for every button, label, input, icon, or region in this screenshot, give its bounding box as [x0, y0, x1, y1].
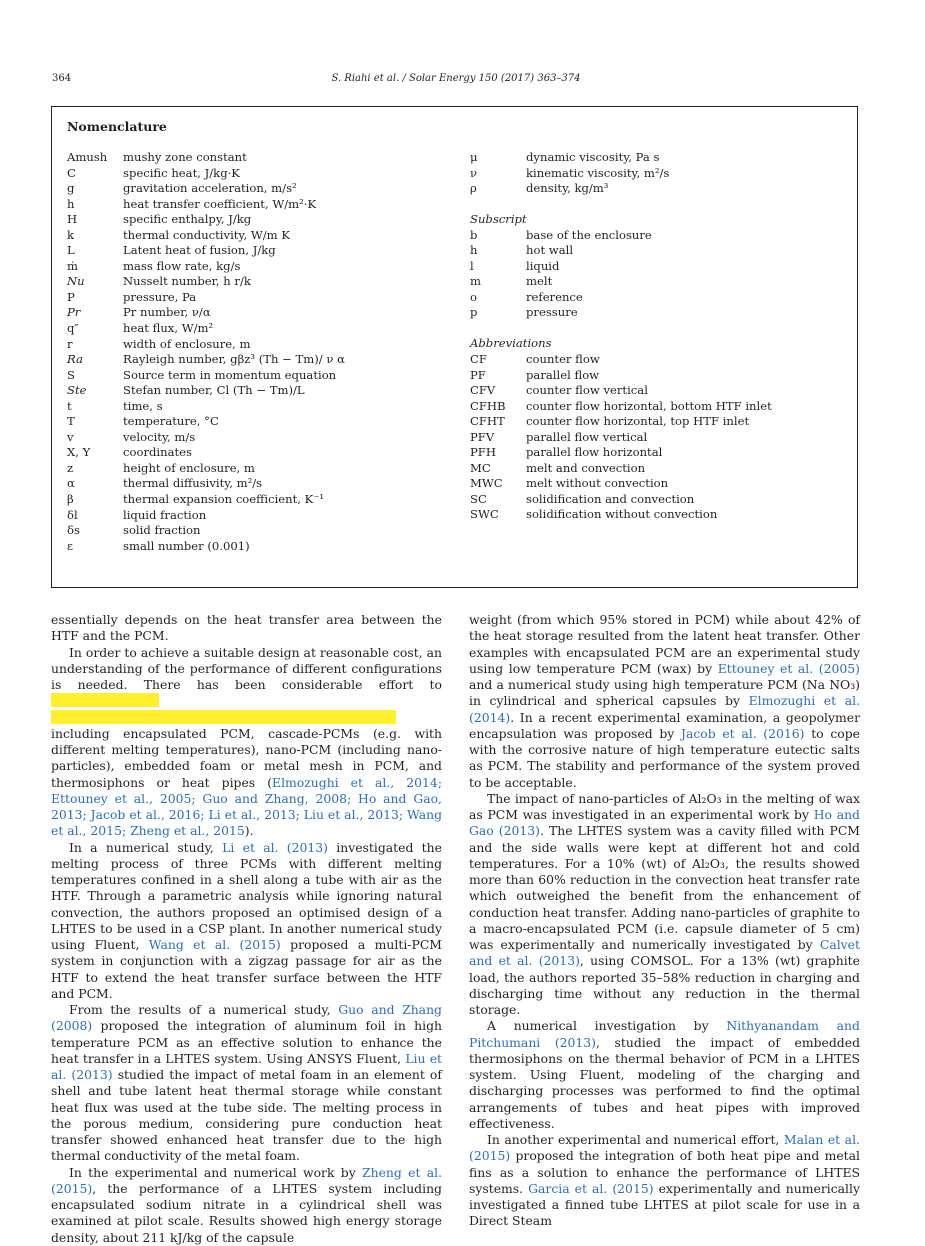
nomenclature-symbol: v: [67, 429, 74, 444]
body-left-column: [51, 612, 442, 1246]
highlight-mark: [51, 710, 396, 724]
nomenclature-entry: [67, 305, 447, 321]
nomenclature-right-column: [470, 150, 840, 523]
nomenclature-description: Rayleigh number, gβz³ (Th − Tm)/ ν α: [123, 352, 345, 367]
paragraph: weight (from which 95% stored in PCM) while about 42% of the heat storage resulted from the latent heat transfer. Other examples with encapsulated PCM are an experimental study using low temperature PCM (wax) by Ettouney et al. (2005) and a numerical study using high temperature PCM (Na NO₃) in cylindrical and spherical capsules by Elmozughi et al. (2014). In a recent experimental examination, a geopolymer encapsulation was proposed by Jacob et al. (2016) to cope with the corrosive nature of high temperature eutectic salts as PCM. The stability and performance of the system proved to be acceptable.: [469, 612, 860, 790]
paragraph: The impact of nano-particles of Al₂O₃ in the melting of wax as PCM was investigated in an experimental work by Ho and Gao (2013). The LHTES system was a cavity filled with PCM and the side walls were kept at different hot and cold temperatures. For a 10% (wt) of Al₂O₃, the results showed more than 60% reduction in the convection heat transfer rate which outweighed the benefit from the enhancement of conduction heat transfer. Adding nano-particles of graphite to a macro-encapsulated PCM (i.e. capsule diameter of 5 cm) was experimentally and numerically investigated by Calvet and et al. (2013), using COMSOL. For a 13% (wt) graphite load, the authors reported 35–58% reduction in charging and discharging time without any reduction in the thermal storage.: [469, 790, 860, 1017]
nomenclature-symbol: Nu: [67, 274, 85, 289]
nomenclature-description: coordinates: [123, 445, 192, 460]
nomenclature-left-column: [67, 150, 447, 554]
nomenclature-symbol: μ: [470, 150, 478, 164]
nomenclature-description: Pr number, ν/α: [123, 305, 211, 320]
nomenclature-symbol: Ra: [67, 352, 83, 367]
running-header: [52, 73, 860, 87]
nomenclature-symbol: q″: [67, 321, 79, 336]
citation-link[interactable]: Elmozughi et al., 2014; Ettouney et al., 2005; Guo and Zhang, 2008; Ho and Gao, 2013; Jacob et al., 2016; Li et al., 2013; Liu et al., 2013; Wang et al., 2015; Zheng et al., 2015: [51, 774, 442, 839]
nomenclature-description: temperature, °C: [123, 414, 219, 429]
nomenclature-description: liquid fraction: [123, 507, 207, 522]
nomenclature-description: width of enclosure, m: [123, 336, 251, 351]
nomenclature-symbol: m: [470, 274, 481, 289]
nomenclature-symbol: h: [67, 196, 75, 211]
citation-link[interactable]: Ho and Gao (2013): [469, 807, 860, 839]
nomenclature-description: thermal conductivity, W/m K: [123, 227, 290, 242]
citation-link[interactable]: Elmozughi et al. (2014): [469, 693, 860, 725]
nomenclature-symbol: H: [67, 212, 78, 227]
page-number: 364: [52, 73, 72, 84]
nomenclature-symbol: PF: [470, 367, 486, 382]
nomenclature-symbol: SC: [470, 491, 487, 506]
nomenclature-symbol: h: [470, 243, 478, 258]
nomenclature-symbol: PFV: [470, 429, 495, 444]
nomenclature-entry: [67, 243, 447, 259]
nomenclature-entry: [67, 259, 447, 275]
nomenclature-description: pressure, Pa: [123, 289, 197, 304]
nomenclature-symbol: S: [67, 367, 75, 382]
nomenclature-description: counter flow vertical: [526, 383, 648, 398]
nomenclature-description: density, kg/m³: [526, 181, 609, 196]
paragraph: In another experimental and numerical effort, Malan et al. (2015) proposed the integration of both heat pipe and metal fins as a solution to enhance the performance of LHTES systems. Garcia et al. (2015) experimentally and numerically investigated a finned tube LHTES at pilot scale for use in a Direct Steam: [469, 1132, 860, 1229]
nomenclature-symbol: g: [67, 181, 75, 196]
nomenclature-symbol: z: [67, 460, 74, 475]
nomenclature-entry: [67, 445, 447, 461]
nomenclature-entry: [470, 383, 840, 399]
nomenclature-entry: [470, 181, 840, 197]
nomenclature-entry: [470, 461, 840, 477]
citation-link[interactable]: Ettouney et al. (2005): [717, 660, 860, 676]
nomenclature-description: parallel flow: [526, 367, 600, 382]
nomenclature-symbol: Ste: [67, 383, 87, 398]
paragraph: essentially depends on the heat transfer area between the HTF and the PCM.: [51, 612, 442, 644]
nomenclature-symbol: Pr: [67, 305, 81, 320]
nomenclature-symbol: MWC: [470, 476, 503, 491]
nomenclature-description: melt and convection: [526, 460, 646, 475]
nomenclature-description: reference: [526, 289, 583, 304]
nomenclature-entry: [470, 368, 840, 384]
nomenclature-symbol: ν: [470, 165, 478, 180]
nomenclature-description: solidification and convection: [526, 491, 695, 506]
subscript-heading: Subscript: [470, 212, 527, 227]
nomenclature-entry: [67, 461, 447, 477]
nomenclature-symbol: Amush: [67, 150, 108, 164]
paragraph: In the experimental and numerical work by Zheng et al. (2015), the performance of a LHTES system including encapsulated sodium nitrate in a cylindrical shell was examined at pilot scale. Results showed high energy storage density, about 211 kJ/kg of the capsule: [51, 1164, 443, 1245]
nomenclature-entry: [67, 368, 447, 384]
citation-link[interactable]: Nithyanandam and Pitchumani (2013): [469, 1018, 860, 1050]
nomenclature-entry: [67, 523, 447, 539]
nomenclature-description: small number (0.001): [123, 538, 250, 553]
nomenclature-symbol: T: [67, 414, 75, 429]
nomenclature-entry: [67, 181, 447, 197]
nomenclature-symbol: ρ: [470, 181, 477, 196]
nomenclature-entry: [67, 166, 447, 182]
nomenclature-symbol: p: [470, 305, 478, 320]
running-title: S. Riahi et al. / Solar Energy 150 (2017) 363–374: [331, 73, 581, 84]
nomenclature-description: parallel flow horizontal: [526, 445, 663, 460]
nomenclature-description: time, s: [123, 398, 163, 413]
nomenclature-entry: [67, 352, 447, 368]
nomenclature-symbol: k: [67, 227, 75, 242]
nomenclature-symbol: b: [470, 227, 478, 242]
nomenclature-description: mushy zone constant: [123, 150, 247, 164]
nomenclature-symbol: r: [67, 336, 73, 351]
nomenclature-symbol: o: [470, 289, 477, 304]
nomenclature-entry: [470, 492, 840, 508]
nomenclature-description: Nusselt number, h r/k: [123, 274, 251, 289]
nomenclature-entry: [470, 305, 840, 321]
nomenclature-entry: [67, 414, 447, 430]
paragraph: A numerical investigation by Nithyanandam and Pitchumani (2013), studied the impact of embedded thermosiphons on the thermal behavior of PCM in a LHTES system. Using Fluent, modeling of the charging and discharging processes was performed to find the optimal arrangements of tubes and heat pipes with improved effectiveness.: [469, 1018, 861, 1131]
nomenclature-entry: [67, 212, 447, 228]
nomenclature-symbol: α: [67, 476, 75, 491]
nomenclature-title: Nomenclature: [67, 119, 167, 134]
nomenclature-description: Latent heat of fusion, J/kg: [123, 243, 276, 258]
nomenclature-symbol: δl: [67, 507, 78, 522]
nomenclature-symbol: ε: [67, 538, 74, 553]
nomenclature-entry: [67, 290, 447, 306]
citation-link[interactable]: Zheng et al. (2015): [51, 1164, 443, 1196]
nomenclature-description: thermal diffusivity, m²/s: [123, 476, 263, 491]
nomenclature-description: parallel flow vertical: [526, 429, 648, 444]
nomenclature-entry: [470, 166, 840, 182]
nomenclature-symbol: MC: [470, 460, 491, 475]
nomenclature-entry: [470, 228, 840, 244]
nomenclature-description: solidification without convection: [526, 507, 718, 522]
nomenclature-symbol: SWC: [470, 507, 499, 522]
nomenclature-description: mass flow rate, kg/s: [123, 258, 241, 273]
nomenclature-entry: [67, 508, 447, 524]
nomenclature-entry: [67, 399, 447, 415]
nomenclature-entry: [67, 228, 447, 244]
nomenclature-entry: [67, 383, 447, 399]
nomenclature-symbol: CFHB: [470, 398, 506, 413]
nomenclature-description: kinematic viscosity, m²/s: [526, 165, 670, 180]
nomenclature-description: heat transfer coefficient, W/m²·K: [123, 196, 317, 211]
nomenclature-description: counter flow horizontal, top HTF inlet: [526, 414, 750, 429]
nomenclature-symbol: C: [67, 165, 76, 180]
paragraph: In order to achieve a suitable design at reasonable cost, an understanding of the performance of different configurations is needed. There has been considerable effort to including encapsulated PCM, cascade-PCMs (e.g. with different melting temperatures), nano-PCM (including nano-particles), embedded foam or metal mesh in PCM, and thermosiphons or heat pipes (Elmozughi et al., 2014; Ettouney et al., 2005; Guo and Zhang, 2008; Ho and Gao, 2013; Jacob et al., 2016; Li et al., 2013; Liu et al., 2013; Wang et al., 2015; Zheng et al., 2015).: [51, 644, 442, 839]
nomenclature-symbol: CFV: [470, 383, 496, 398]
nomenclature-entry: [470, 274, 840, 290]
nomenclature-entry: [470, 430, 840, 446]
nomenclature-symbol: CFHT: [470, 414, 505, 429]
nomenclature-entry: [67, 197, 447, 213]
nomenclature-symbol: L: [67, 243, 75, 258]
nomenclature-description: Stefan number, Cl (Th − Tm)/L: [123, 383, 305, 398]
nomenclature-description: solid fraction: [123, 523, 201, 538]
nomenclature-description: counter flow: [526, 352, 600, 367]
body-right-column: [469, 612, 860, 1230]
nomenclature-description: pressure: [526, 305, 578, 320]
nomenclature-symbol: CF: [470, 352, 487, 367]
nomenclature-entry: [67, 274, 447, 290]
nomenclature-entry: [470, 507, 840, 523]
nomenclature-symbol: P: [67, 289, 75, 304]
nomenclature-entry: [67, 492, 447, 508]
nomenclature-description: counter flow horizontal, bottom HTF inlet: [526, 398, 772, 413]
nomenclature-symbol: PFH: [470, 445, 496, 460]
highlight-mark: [51, 693, 159, 707]
nomenclature-entry: [67, 476, 447, 492]
abbreviations-heading: Abbreviations: [470, 336, 552, 351]
nomenclature-description: melt without convection: [526, 476, 669, 491]
nomenclature-description: hot wall: [526, 243, 574, 258]
nomenclature-entry: [470, 243, 840, 259]
citation-link[interactable]: Liu et al. (2013): [51, 1050, 443, 1082]
nomenclature-entry: [67, 430, 447, 446]
nomenclature-symbol: ṁ: [67, 258, 78, 273]
nomenclature-entry: [470, 352, 840, 368]
nomenclature-entry: [470, 476, 840, 492]
nomenclature-description: height of enclosure, m: [123, 460, 255, 475]
nomenclature-description: specific enthalpy, J/kg: [123, 212, 252, 227]
nomenclature-box: [51, 106, 858, 588]
nomenclature-entry: [67, 321, 447, 337]
nomenclature-description: velocity, m/s: [123, 429, 196, 444]
nomenclature-description: heat flux, W/m²: [123, 321, 214, 336]
nomenclature-description: dynamic viscosity, Pa s: [526, 150, 660, 164]
citation-link[interactable]: Guo and Zhang (2008): [51, 1002, 442, 1034]
nomenclature-symbol: l: [470, 258, 474, 273]
nomenclature-entry: [470, 445, 840, 461]
nomenclature-entry: [470, 399, 840, 415]
nomenclature-entry: [67, 539, 447, 555]
nomenclature-entry: [67, 337, 447, 353]
citation-link[interactable]: Malan et al. (2015): [469, 1132, 860, 1164]
nomenclature-description: specific heat, J/kg·K: [123, 165, 240, 180]
nomenclature-entry: [470, 150, 840, 166]
citation-link[interactable]: Li et al. (2013): [222, 839, 328, 855]
nomenclature-description: liquid: [526, 258, 560, 273]
nomenclature-description: base of the enclosure: [526, 227, 652, 242]
citation-link[interactable]: Calvet and et al. (2013): [469, 937, 860, 969]
nomenclature-symbol: δs: [67, 523, 80, 538]
nomenclature-entry: [470, 290, 840, 306]
paragraph: From the results of a numerical study, Guo and Zhang (2008) proposed the integration of aluminum foil in high temperature PCM as an effective solution to enhance the heat transfer in a LHTES system. Using ANSYS Fluent, Liu et al. (2013) studied the impact of metal foam in an element of shell and tube latent heat thermal storage while constant heat flux was used at the tube side. The melting process in the porous medium, considering pure conduction heat transfer showed enhanced heat transfer due to the high thermal conductivity of the metal foam.: [51, 1002, 443, 1164]
paragraph: In a numerical study, Li et al. (2013) investigated the melting process of three PCMs with different melting temperatures confined in a shell along a tube with air as the HTF. Through a parametric analysis while ignoring natural convection, the authors proposed an optimised design of a LHTES to be used in a CSP plant. In another numerical study using Fluent, Wang et al. (2015) proposed a multi-PCM system in conjunction with a zigzag passage for air as the HTF to extend the heat transfer surface between the HTF and PCM.: [51, 839, 442, 1001]
nomenclature-symbol: β: [67, 492, 74, 507]
citation-link[interactable]: Wang et al. (2015): [148, 937, 281, 952]
nomenclature-symbol: X, Y: [67, 445, 91, 460]
nomenclature-description: melt: [526, 274, 553, 289]
citation-link[interactable]: Jacob et al. (2016): [680, 725, 805, 741]
nomenclature-entry: [470, 414, 840, 430]
citation-link[interactable]: Garcia et al. (2015): [528, 1180, 654, 1196]
nomenclature-entry: [470, 259, 840, 275]
nomenclature-description: gravitation acceleration, m/s²: [123, 181, 297, 196]
nomenclature-entry: [67, 150, 447, 166]
nomenclature-description: thermal expansion coefficient, K⁻¹: [123, 492, 325, 507]
nomenclature-description: Source term in momentum equation: [123, 367, 337, 382]
nomenclature-symbol: t: [67, 398, 72, 413]
